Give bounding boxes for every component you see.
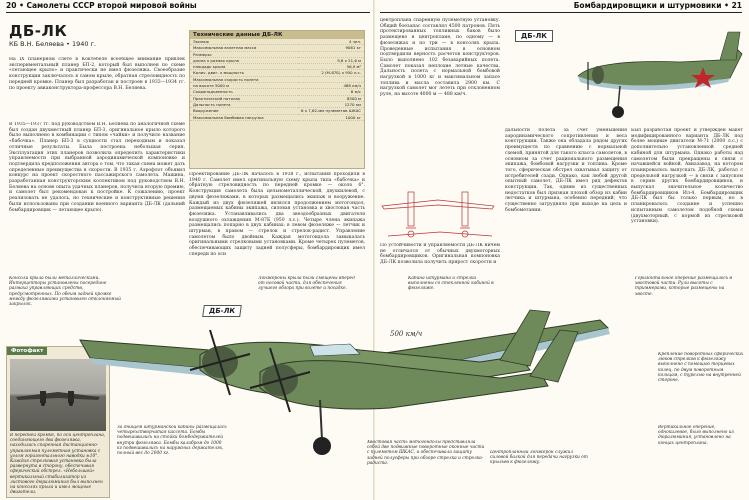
row-label: длина x размах крыла [190, 57, 298, 63]
row-label: Практический потолок [190, 95, 298, 101]
caption-center-spar: Центропланный лонжерон служил силовой балкой для передачи нагрузки от крыльев к фюзеляжу. [490, 450, 588, 466]
caption-tailplane: Горизонтальное оперение размещалось в хвостовой части. Рули высоты с триммерами, которые размещены на хвосте. [635, 276, 733, 297]
right-column-1b: По устойчивости и управляемости ДБ-ЛК ничем не отличался от обычных двухмоторных бомбардировщиков. Оригинальная компоновка ДБ-ЛК позволила получить прирост скорости и [380, 243, 500, 266]
left-column-2: Проектирование ДБ-ЛК началось в 1938 г., испытания проходили в 1940 г. Самолет имел оригинальную схему крыла типа «бабочка» и обратную стреловидность по передней кромке — около 6°. Конструкция самолета была цельнометаллической, двухкилевой, с двумя фюзеляжами, в которых размещались экипаж и вооружение. Каждый из двух фюзеляжей являлся продолжением мотогондол, размещаемых кабины экипажа, силовая установка и хвостовая часть фюзеляжа. Устанавливались два звездообразных двигателя воздушного охлаждения М-87Б (950 л.с.). Четыре члена экипажа размещались попарно в двух кабинах: в левом фюзеляже — летчик и штурман, в правом — стрелок и стрелок-радист. Управление самолетом было двойным. Каждая мотогондола замыкалась оригинальными стрелковыми установками. Кроме четырех пулеметов, обеспечивающих защиту задней полусферы, бомбардировщик имел спереди по оси [189, 172, 365, 257]
side-view-wheel [612, 106, 624, 118]
row-label: Максимальная взлетная масса [190, 45, 298, 51]
row-label: Колич. двиг. x мощность [190, 70, 298, 76]
speed-note: 500 км/ч [390, 330, 423, 338]
right-page-number: 21 [731, 1, 742, 10]
row-value: 1000 кг [298, 114, 364, 120]
left-page-number: 20 [6, 1, 17, 10]
caption-bomb-bay: За днищем штурманской кабины размещалась четырехстворчатая кассета. Бомбы подвешивались на стойки бомбодержателей внутри фюзеляжа. Бомбы калибром до 1000 кг подвешивались на наружных держателях, полный вес до 2000 кг. [117, 425, 227, 457]
row-value: 1270 км [298, 101, 364, 107]
top-view-drawing [382, 192, 494, 228]
row-value: 488 км/ч [298, 83, 364, 89]
row-value: 6 x 7,62-мм пулеметов ШКАС [298, 108, 364, 114]
three-view-drawings [378, 178, 506, 240]
photo-fact-label: Фотофакт [7, 347, 47, 355]
front-view-drawing [388, 231, 492, 237]
table-row [190, 114, 364, 120]
main-gear-wheel [313, 437, 331, 455]
side-view-label: ДБ-ЛК [515, 30, 553, 42]
tech-table-title: Технические данные ДБ-ЛК [190, 31, 364, 39]
row-label: площадь крыла [190, 64, 298, 70]
row-value: 4 чел. [298, 39, 364, 45]
caption-cockpit: Кабина штурмана и стрелка выполнены со стеклянной кабиной в фюзеляже. [408, 276, 494, 292]
row-label: Вооружение [190, 108, 298, 114]
left-page-header-sep: • [19, 1, 27, 10]
right-column-1: центроплана спаренную пулеметную установку. Общий боезапас составлял 4500 патронов. Пять протектированных топливных баков было размещено в центроплане, по одному — в фюзеляжах и по три — в консолях крыла. Проведенные испытания в основном подтвердили верность расчетов конструкторов. Было выполнено 102 безаварийных полета. Самолет показал неплохие летные качества. Дальность полета с нормальной бомбовой нагрузкой в 1000 кг и максимальном запасе топлива и масла составила 2900 км. С нагрузкой самолет мог лететь при отклоненном руле, на высоте 4000 м — 488 км/ч. [380, 18, 500, 98]
caption-wing-panels: Консоли крыла были металлическими. Интерцепторы установлены посередине размаха управляющих средств, предусмотренных. По обеим задней кромке между фюзеляжами установлен отклоняемый закрылок. [9, 276, 121, 308]
left-series-title: Самолеты СССР второй мировой войны [26, 1, 197, 10]
side-view-illustration [570, 20, 746, 125]
row-label: Максимальная скорость полета [190, 76, 298, 82]
right-page-header-sep: • [724, 1, 732, 10]
cockpit-canopy [310, 344, 360, 356]
caption-spars: Лонжероны крыла были смещены вперед от носовой части, для обеспечения лучшего обзора при взлете и посадке. [258, 276, 355, 292]
article-subtitle: КБ В.Н. Беляева • 1940 г. [9, 40, 97, 48]
main-aircraft-illustration [60, 300, 620, 460]
row-label: Дальность полета [190, 101, 298, 107]
row-value: 2 (М-87Б) x 950 л.с. [298, 70, 364, 76]
caption-vertical-tail: Вертикальное оперение, однокилевое, было выполнено из дюралюминия, установлено на концах центроплана. [658, 425, 734, 446]
left-column-1: В 1935—1937 гг. под руководством В.Н. Беляева по аналогичной схеме был создан двухместный планер БП-3, оригинальное крыло которого было выполнено в комбинации с типом «чайки» и получило название «бабочка». Планер БП-3 в сущности стал переходным и показал отличные результаты. Была построена небольшая серия. Эксплуатация этих планеров позволила определить характеристики управляемости при выбранной аэродинамической компоновке и подтвердила предположения автора о том, что такая схема может дать определенные преимущества в скорости. В 1935 г. Аэрофлот объявил конкурс на проект скоростного пассажирского самолета. Машина, разработанная конструкторским коллективом под руководством В.Н. Беляева на основе опыта удачных планеров, получила вторую премию, и самолет был рекомендован к постройке. К сожалению, проект реализовать не удалось, но технические и конструктивные решения были использованы при создании военного варианта ДБ-ЛК (дальний бомбардировщик — летающее крыло). [9, 122, 185, 213]
row-label: Экипаж [190, 39, 298, 45]
right-column-3: Был разработан проект и утвержден макет модифицированного варианта ДБ-ЛК под более мощные двигатели М-71 (2000 л.с.) с дополнительно установленной средней кабиной для штурмана. Однако работы над самолетом были прекращены в связи с начавшейся войной. Авиазавод, на котором планировалось выпускать ДБ-ЛК, работал с предельной нагрузкой — в связи с запуском в серию других бомбардировщиков, и выпускал значительное количество бомбардировщиков Ил-4. Бомбардировщик ДБ-ЛК был бы только первым, но в планировалось создание и успешно испытанным самолетом подобной схемы (двухмоторный, с кормой из стрелковой установки). [631, 128, 743, 225]
side-view-engine-cowl [592, 66, 604, 84]
photo-fact-caption: В передней кромке, по оси центроплана, соединяющего два фюзеляжа, находилась спаренная дистанционно-управляемая пулеметная установка с углом горизонтального наводки ±10°. Каждая стрелковая установка была развернута в сторону, обеспечивая сферический обстрел. «Небольшой» вертикальный стабилизатор из листового дюралюминия был выполнен на консолях крыла и имел мощные двигатели. [10, 433, 106, 495]
row-label: Скороподъемность [190, 89, 298, 95]
row-label: Размеры: [190, 51, 298, 57]
right-series-title: Бомбардировщики и штурмовики [573, 1, 722, 10]
left-page-header [6, 0, 370, 13]
row-value: 56,9 м² [298, 64, 364, 70]
row-value: 9,8 x 21,6 м [298, 57, 364, 63]
row-value: 9061 кг [298, 45, 364, 51]
article-title: ДБ-ЛК [9, 22, 68, 40]
caption-tail-turret: Хвостовая часть мотогондолы представляла собой две подвижные поворотные оконные части с пулеметом ШКАС, и обеспечивала защиту задней полусферы при обзоре стрелка и стрелка-радиста. [367, 440, 485, 466]
row-label: Максимальная бомбовая нагрузка [190, 114, 298, 120]
right-column-2: дальности полета за счет уменьшения аэродинамического сопротивления и веса конструкции. Также она обладала рядом других преимуществ по сравнению с нормальной схемой, принятой для такого класса самолетов, в основном за счет рационального размещения экипажа, бомбовой нагрузки и топлива. Кроме того, сферическая обстрел охватывал защиту от истребителей сзади. Однако, как любой другой опытный самолет, ДБ-ЛК имел ряд дефектов конструкции. Так, одним из существенных недостатков был признан плохой обзор из кабин летчика и штурмана, особенно передний, что существенно затрудняло при выходе на цель и бомбометании. [505, 128, 627, 213]
main-aircraft-label: ДБ-ЛК [202, 305, 242, 317]
caption-gunner-mounts: Крепление поворотных сферических люков стрелков к фюзеляжу выполнено с помощью торцевых колец, по двум поворотным кольцам, с турелью на внутренней стороне. [658, 352, 744, 384]
row-value: 8500 м [298, 95, 364, 101]
tech-data-table [189, 30, 365, 169]
row-label: на высоте 5000 м [190, 83, 298, 89]
intro-text: На IX планерном слете в Коктебеле всеобщее внимание привлек экспериментальный планер БП-2, который был выполнен по схеме «летающее крыло» и практически не имел фюзеляжа. Своеобразие конструкции заключалось в самом крыле, обратная стреловидность по передней кромке. Планер был разработан и построен в 1933—1934 гг. по проекту авиаконструктора-профессора В.Н. Беляева. [9, 57, 185, 91]
side-view-gear-strut [618, 86, 620, 108]
tech-table-body [190, 39, 364, 121]
right-page-header [380, 0, 742, 13]
row-value: 6 м/с [298, 89, 364, 95]
